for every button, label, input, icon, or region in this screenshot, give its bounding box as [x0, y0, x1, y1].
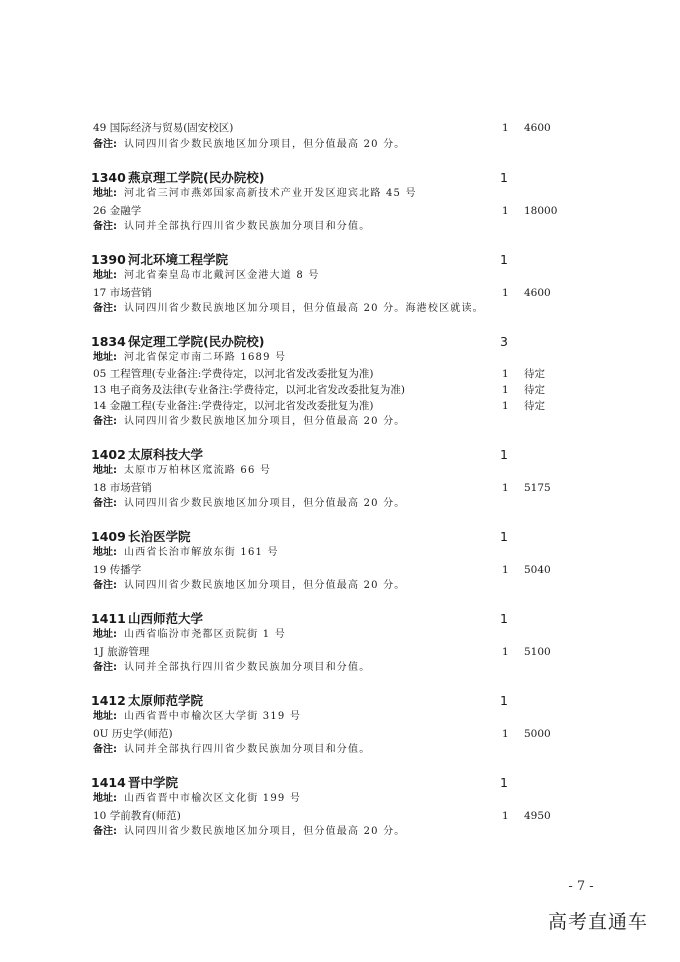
watermark: 高考直通车: [548, 907, 658, 935]
program-row: [0, 121, 680, 137]
note-text: 认同四川省少数民族地区加分项目，但分值最高 20 分。海港校区就读。: [124, 303, 484, 314]
address-text: 太原市万柏林区窊流路 66 号: [124, 465, 272, 476]
address-row: [0, 464, 680, 480]
address-label: 地址:: [93, 188, 117, 199]
address-text: 河北省保定市南二环路 1689 号: [124, 352, 287, 363]
note-label: 备注:: [93, 826, 117, 837]
institution-name: 河北环境工程学院: [128, 252, 229, 267]
note-row: [0, 825, 680, 841]
institution-code: 1834: [91, 334, 126, 349]
page-number: - 7 -: [568, 879, 594, 894]
institution-header: [0, 529, 680, 547]
institution-name: 保定理工学院(民办院校): [128, 334, 265, 349]
note-label: 备注:: [93, 498, 117, 509]
program-count: 1: [502, 384, 509, 396]
program-row: [0, 367, 680, 383]
address-text: 山西省晋中市榆次区大学街 319 号: [124, 711, 302, 722]
institution-header: [0, 170, 680, 188]
institution-code: 1390: [91, 252, 126, 267]
note-text: 认同并全部执行四川省少数民族加分项目和分值。: [124, 744, 371, 755]
program-fee: 5100: [524, 646, 551, 658]
note-row: [0, 415, 680, 431]
institution-code: 1412: [91, 693, 126, 708]
program-count: 1: [502, 810, 509, 822]
note-label: 备注:: [93, 221, 117, 232]
institution-count: 1: [500, 529, 508, 544]
address-row: [0, 351, 680, 367]
address-row: [0, 187, 680, 203]
institution-name: 晋中学院: [128, 775, 179, 790]
institution-code: 1402: [91, 447, 126, 462]
note-text: 认同四川省少数民族地区加分项目，但分值最高 20 分。: [124, 498, 406, 509]
program-name: 19 传播学: [93, 564, 142, 576]
program-fee: 5175: [524, 482, 551, 494]
program-fee: 待定: [524, 384, 545, 396]
note-label: 备注:: [93, 416, 117, 427]
institution-header: [0, 611, 680, 629]
address-label: 地址:: [93, 629, 117, 640]
address-row: [0, 710, 680, 726]
institution-count: 1: [500, 170, 508, 185]
institution-count: 1: [500, 447, 508, 462]
institution-code: 1414: [91, 775, 126, 790]
program-fee: 5000: [524, 728, 551, 740]
program-name: 05 工程管理(专业备注:学费待定，以河北省发改委批复为准): [93, 368, 374, 380]
note-row: [0, 220, 680, 236]
program-count: 1: [502, 564, 509, 576]
institution-name: 山西师范大学: [128, 611, 204, 626]
institution-code: 1340: [91, 170, 126, 185]
institution-header: [0, 775, 680, 793]
address-label: 地址:: [93, 465, 117, 476]
address-label: 地址:: [93, 352, 117, 363]
institution-header: [0, 693, 680, 711]
institution-name: 太原科技大学: [128, 447, 204, 462]
program-count: 1: [502, 728, 509, 740]
program-row: [0, 399, 680, 415]
program-count: 1: [502, 482, 509, 494]
program-row: [0, 481, 680, 497]
note-text: 认同四川省少数民族地区加分项目，但分值最高 20 分。: [124, 580, 406, 591]
institution-count: 1: [500, 252, 508, 267]
program-name: 17 市场营销: [93, 287, 152, 299]
program-fee: 18000: [524, 205, 558, 217]
address-label: 地址:: [93, 711, 117, 722]
program-count: 1: [502, 122, 509, 134]
address-label: 地址:: [93, 793, 117, 804]
program-row: [0, 286, 680, 302]
address-label: 地址:: [93, 547, 117, 558]
note-text: 认同并全部执行四川省少数民族加分项目和分值。: [124, 662, 371, 673]
institution-count: 3: [500, 334, 508, 349]
note-label: 备注:: [93, 662, 117, 673]
note-row: [0, 497, 680, 513]
program-name: 0U 历史学(师范): [93, 728, 173, 740]
note-text: 认同四川省少数民族地区加分项目，但分值最高 20 分。: [124, 139, 406, 150]
note-row: [0, 579, 680, 595]
address-text: 山西省晋中市榆次区文化街 199 号: [124, 793, 302, 804]
program-row: [0, 563, 680, 579]
program-count: 1: [502, 205, 509, 217]
program-name: 18 市场营销: [93, 482, 152, 494]
program-fee: 4950: [524, 810, 551, 822]
note-text: 认同四川省少数民族地区加分项目，但分值最高 20 分。: [124, 416, 406, 427]
program-name: 26 金融学: [93, 205, 142, 217]
program-count: 1: [502, 400, 509, 412]
institution-header: [0, 252, 680, 270]
note-label: 备注:: [93, 744, 117, 755]
note-label: 备注:: [93, 139, 117, 150]
note-row: [0, 302, 680, 318]
program-row: [0, 383, 680, 399]
program-name: 1J 旅游管理: [93, 646, 150, 658]
note-row: [0, 743, 680, 759]
address-label: 地址:: [93, 270, 117, 281]
institution-count: 1: [500, 775, 508, 790]
address-text: 山西省长治市解放东街 161 号: [124, 547, 279, 558]
program-row: [0, 645, 680, 661]
program-fee: 4600: [524, 122, 551, 134]
program-row: [0, 204, 680, 220]
institution-count: 1: [500, 611, 508, 626]
program-count: 1: [502, 646, 509, 658]
institution-name: 太原师范学院: [128, 693, 204, 708]
program-row: [0, 727, 680, 743]
institution-header: [0, 334, 680, 352]
address-row: [0, 546, 680, 562]
program-name: 14 金融工程(专业备注:学费待定，以河北省发改委批复为准): [93, 400, 374, 412]
institution-name: 长治医学院: [128, 529, 191, 544]
program-fee: 4600: [524, 287, 551, 299]
note-label: 备注:: [93, 303, 117, 314]
address-text: 山西省临汾市尧都区贡院街 1 号: [124, 629, 286, 640]
address-text: 河北省三河市燕郊国家高新技术产业开发区迎宾北路 45 号: [124, 188, 417, 199]
institution-header: [0, 447, 680, 465]
program-fee: 待定: [524, 400, 545, 412]
note-row: [0, 661, 680, 677]
address-row: [0, 792, 680, 808]
program-fee: 待定: [524, 368, 545, 380]
program-name: 49 国际经济与贸易(固安校区): [93, 122, 234, 134]
note-label: 备注:: [93, 580, 117, 591]
note-text: 认同并全部执行四川省少数民族加分项目和分值。: [124, 221, 371, 232]
program-name: 10 学前教育(师范): [93, 810, 181, 822]
program-count: 1: [502, 368, 509, 380]
address-row: [0, 628, 680, 644]
address-row: [0, 269, 680, 285]
institution-code: 1409: [91, 529, 126, 544]
institution-name: 燕京理工学院(民办院校): [128, 170, 265, 185]
program-count: 1: [502, 287, 509, 299]
program-name: 13 电子商务及法律(专业备注:学费待定，以河北省发改委批复为准): [93, 384, 405, 396]
program-fee: 5040: [524, 564, 551, 576]
institution-code: 1411: [91, 611, 126, 626]
address-text: 河北省秦皇岛市北戴河区金港大道 8 号: [124, 270, 320, 281]
program-row: [0, 809, 680, 825]
note-row: [0, 138, 680, 154]
institution-count: 1: [500, 693, 508, 708]
note-text: 认同四川省少数民族地区加分项目，但分值最高 20 分。: [124, 826, 406, 837]
